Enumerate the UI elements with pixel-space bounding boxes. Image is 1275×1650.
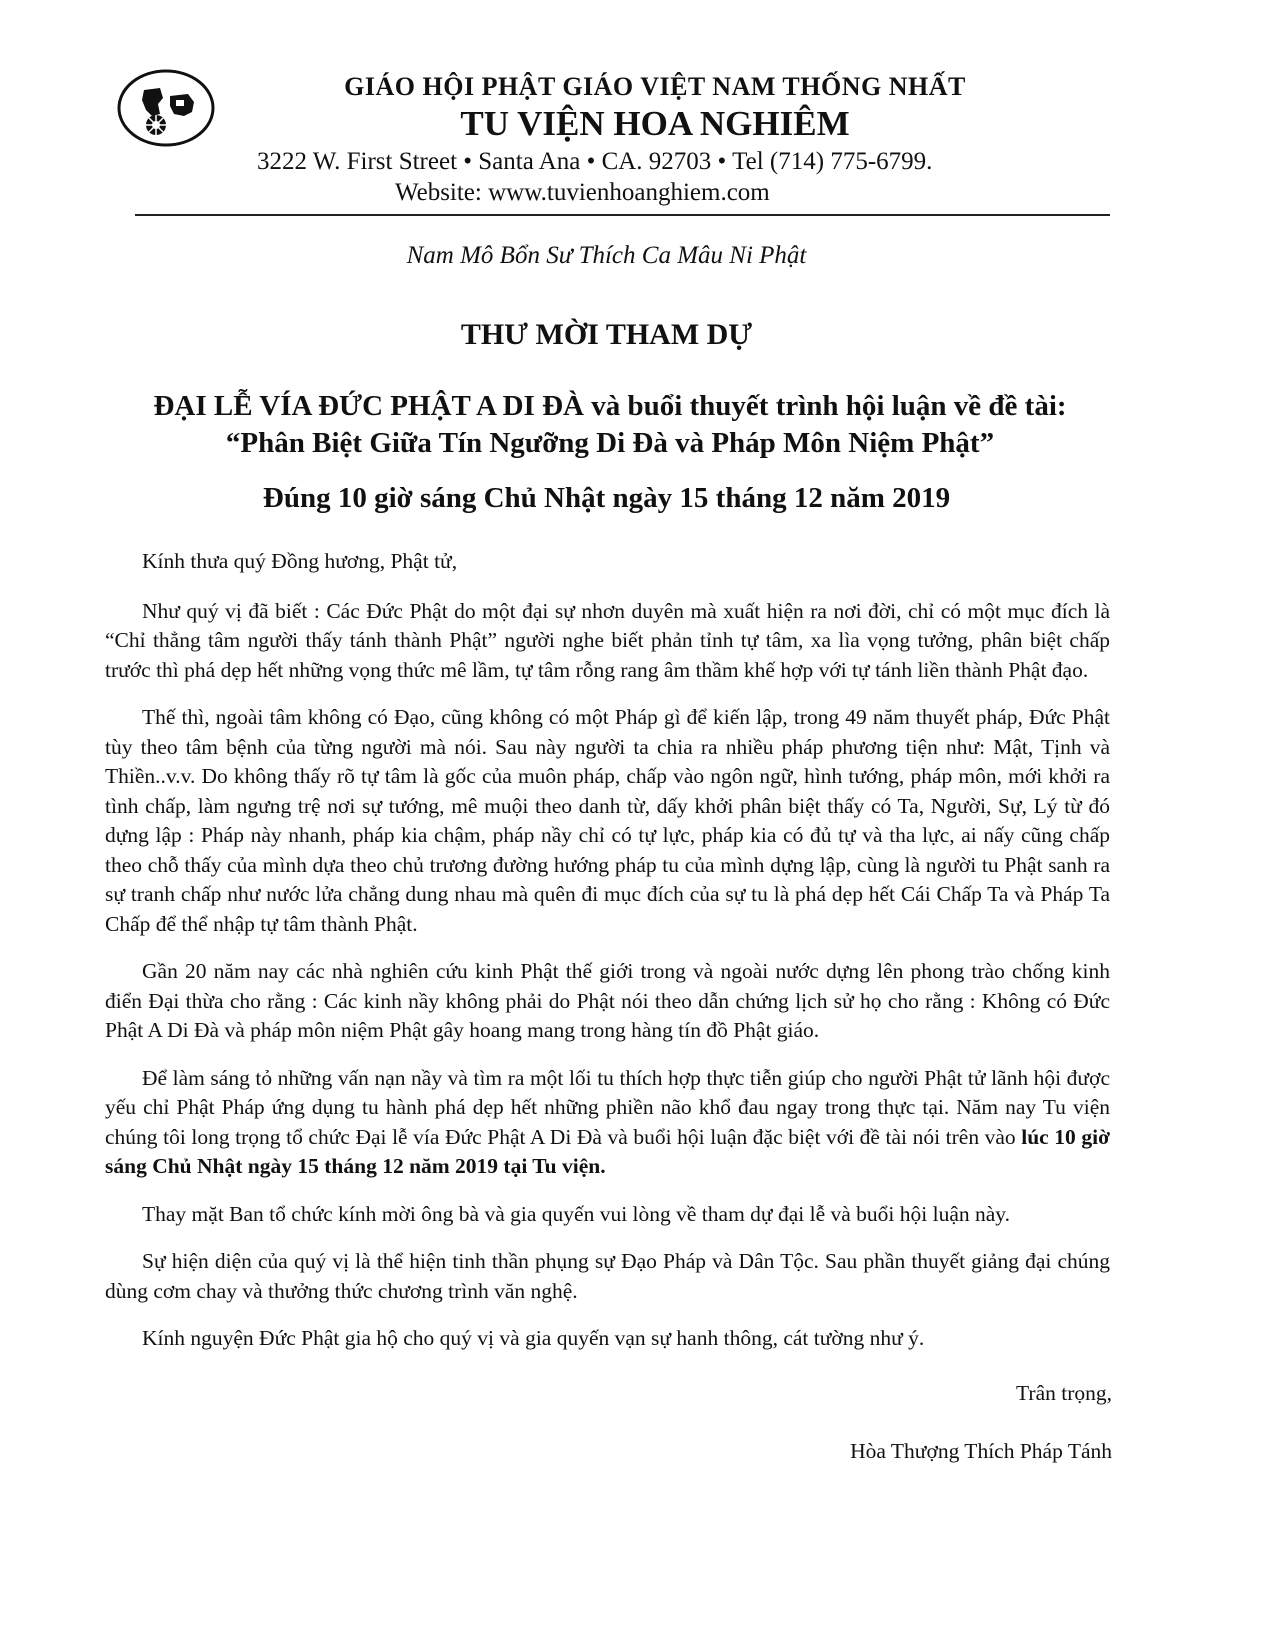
paragraph-4-text: Để làm sáng tỏ những vấn nạn nầy và tìm ra một lối tu thích hợp thực tiễn giúp cho người Phật tử lãnh hội được yếu chỉ Phật Pháp ứng dụng tu hành phá dẹp hết những phiền não khổ đau ngay trong thực tại. Năm nay Tu viện chúng tôi long trọng tổ chức Đại lễ vía Đức Phật A Di Đà và buổi hội luận đặc biệt với đề tài nói trên vào xyxy=(105,1065,1110,1149)
event-subject xyxy=(60,388,1160,462)
paragraph-4-bold: lúc 10 giờ sáng Chủ Nhật ngày 15 tháng 12 năm 2019 tại Tu viện. xyxy=(105,1124,1110,1178)
letterhead xyxy=(230,70,1080,208)
letter-title: THƯ MỜI THAM DỰ xyxy=(460,318,753,351)
website-line: Website: www.tuvienhoanghiem.com xyxy=(395,179,770,206)
address-line: 3222 W. First Street • Santa Ana • CA. 92703 • Tel (714) 775-6799. xyxy=(257,148,933,175)
paragraph-3: Gần 20 năm nay các nhà nghiên cứu kinh Phật thế giới trong và ngoài nước dựng lên phong trào chống kinh điển Đại thừa cho rằng : Các kinh nầy không phải do Phật nói theo dẫn chứng lịch sử họ cho rằng : Không có Đức Phật A Di Đà và pháp môn niệm Phật gây hoang mang trong hàng tín đồ Phật giáo. xyxy=(105,959,1110,1042)
subject-line-1: ĐẠI LỄ VÍA ĐỨC PHẬT A DI ĐÀ và buổi thuyết trình hội luận về đề tài: xyxy=(153,390,1067,422)
paragraph-7: Kính nguyện Đức Phật gia hộ cho quý vị và gia quyến vạn sự hanh thông, cát tường như ý. xyxy=(142,1326,925,1350)
buddhist-emblem-icon xyxy=(116,68,216,148)
closing: Trân trọng, xyxy=(1016,1381,1112,1405)
invocation: Nam Mô Bổn Sư Thích Ca Mâu Ni Phật xyxy=(406,242,807,269)
paragraph-4 xyxy=(105,1064,1110,1182)
signer-name: Hòa Thượng Thích Pháp Tánh xyxy=(850,1439,1112,1463)
monastery-name: TU VIỆN HOA NGHIÊM xyxy=(460,104,850,143)
greeting: Kính thưa quý Đồng hương, Phật tử, xyxy=(142,549,458,573)
organization-name: GIÁO HỘI PHẬT GIÁO VIỆT NAM THỐNG NHẤT xyxy=(344,72,966,101)
letter-body xyxy=(105,547,1110,1372)
paragraph-1: Như quý vị đã biết : Các Đức Phật do một đại sự nhơn duyên mà xuất hiện ra nơi đời, chỉ có một mục đích là “Chỉ thẳng tâm người thấy tánh thành Phật” người nghe biết phản tỉnh tự tâm, xa lìa vọng tưởng, phân biệt chấp trước thì phá dẹp hết những vọng thức mê lầm, tự tâm rỗng rang âm thầm khế hợp với tự tánh liền thành Phật đạo. xyxy=(105,598,1110,682)
event-time: Đúng 10 giờ sáng Chủ Nhật ngày 15 tháng 12 năm 2019 xyxy=(262,482,951,514)
paragraph-6: Sự hiện diện của quý vị là thể hiện tinh thần phụng sự Đạo Pháp và Dân Tộc. Sau phần thuyết giảng đại chúng dùng cơm chay và thưởng thức chương trình văn nghệ. xyxy=(105,1249,1110,1303)
paragraph-2: Thế thì, ngoài tâm không có Đạo, cũng không có một Pháp gì để kiến lập, trong 49 năm thuyết pháp, Đức Phật tùy theo tâm bệnh của từng người mà nói. Sau này người ta chia ra nhiều pháp phương tiện như: Mật, Tịnh và Thiền..v.v. Do không thấy rõ tự tâm là gốc của muôn pháp, chấp vào ngôn ngữ, hình tướng, pháp môn, mới khởi ra tình chấp, làm ngưng trệ nơi sự tướng, mê muội theo danh từ, dấy khởi phân biệt thấy có Ta, Người, Sự, Lý từ đó dựng lập : Pháp này nhanh, pháp kia chậm, pháp nầy chỉ có tự lực, pháp kia có đủ tự và tha lực, ai nấy cũng chấp theo chỗ thấy của mình dựa theo chủ trương đường hướng pháp tu của mình dựng lập, cùng là người tu Phật sanh ra sự tranh chấp như nước lửa chẳng dung nhau mà quên đi mục đích của sự tu là phá dẹp hết Cái Chấp Ta và Pháp Ta Chấp để thể nhập tự tâm thành Phật. xyxy=(105,705,1110,936)
header-divider xyxy=(135,214,1110,216)
subject-line-2: “Phân Biệt Giữa Tín Ngưỡng Di Đà và Pháp Môn Niệm Phật” xyxy=(225,427,995,459)
paragraph-5: Thay mặt Ban tổ chức kính mời ông bà và gia quyến vui lòng về tham dự đại lễ và buổi hội luận này. xyxy=(142,1201,1011,1226)
